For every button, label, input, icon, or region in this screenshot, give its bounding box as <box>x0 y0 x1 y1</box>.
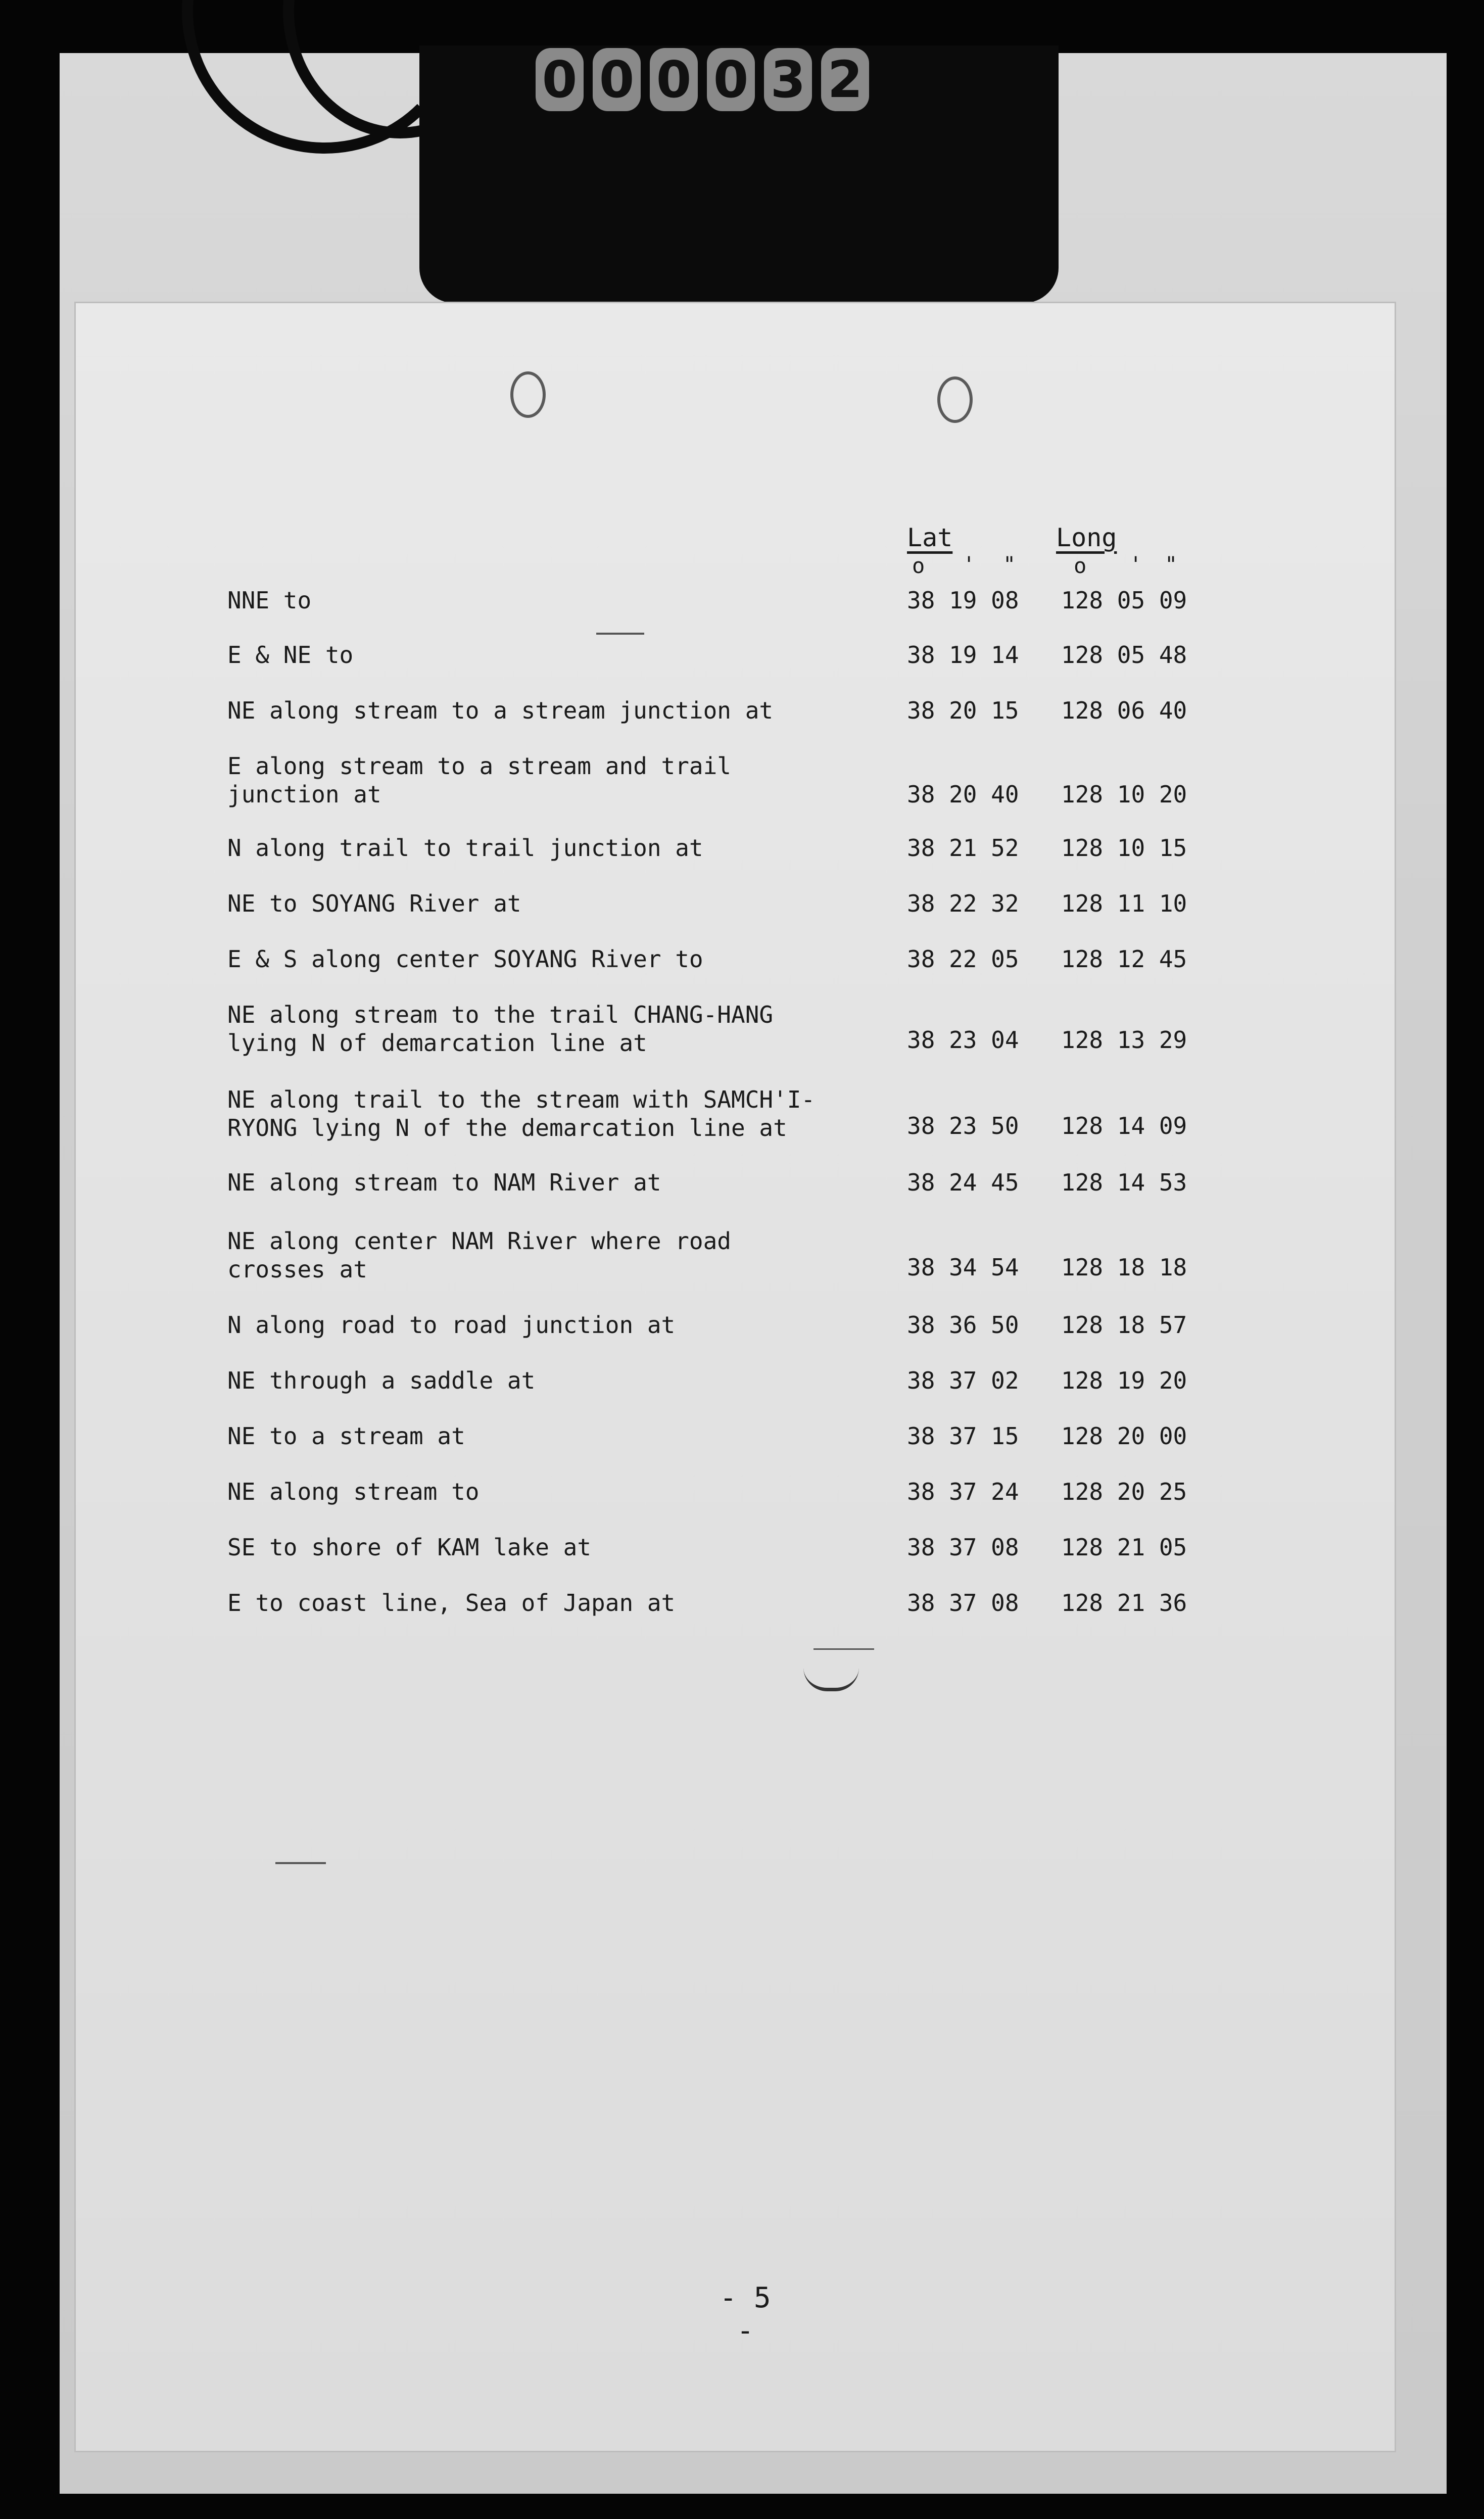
row-latitude: 38 23 04 <box>907 1026 1019 1054</box>
stray-mark <box>596 633 644 635</box>
counter-digit: 0 <box>707 48 755 111</box>
row-longitude: 128 21 36 <box>1061 1589 1187 1617</box>
row-longitude: 128 13 29 <box>1061 1026 1187 1054</box>
row-latitude: 38 20 15 <box>907 697 1019 724</box>
counter-digit: 0 <box>593 48 641 111</box>
row-longitude: 128 05 09 <box>1061 587 1187 614</box>
row-description: E along stream to a stream and trail junction at <box>227 752 731 808</box>
row-description: NE along stream to a stream junction at <box>227 697 774 724</box>
long-second-symbol: " <box>1165 552 1178 577</box>
row-longitude: 128 05 48 <box>1061 641 1187 669</box>
frame-counter-digits <box>536 48 889 124</box>
counter-digit: 3 <box>764 48 812 111</box>
row-latitude: 38 37 24 <box>907 1478 1019 1505</box>
row-latitude: 38 37 08 <box>907 1534 1019 1561</box>
row-latitude: 38 19 08 <box>907 587 1019 614</box>
row-latitude: 38 24 45 <box>907 1169 1019 1196</box>
row-description: NE to SOYANG River at <box>227 890 521 917</box>
row-description: N along road to road junction at <box>227 1311 676 1339</box>
row-longitude: 128 19 20 <box>1061 1367 1187 1394</box>
row-description: N along trail to trail junction at <box>227 834 703 862</box>
stray-mark <box>275 1862 326 1864</box>
row-description: NE along stream to NAM River at <box>227 1169 661 1196</box>
punch-hole <box>937 376 973 423</box>
row-latitude: 38 37 08 <box>907 1589 1019 1617</box>
row-longitude: 128 20 25 <box>1061 1478 1187 1505</box>
long-minute-symbol: ' <box>1129 552 1142 577</box>
lat-degree-symbol: o <box>912 553 925 578</box>
row-latitude: 38 23 50 <box>907 1112 1019 1139</box>
row-description: NE along stream to the trail CHANG-HANG lying N of demarcation line at <box>227 1001 774 1057</box>
row-latitude: 38 34 54 <box>907 1254 1019 1281</box>
longitude-header: Long <box>1056 523 1117 552</box>
row-longitude: 128 14 09 <box>1061 1112 1187 1139</box>
row-description: NE through a saddle at <box>227 1367 536 1394</box>
row-latitude: 38 20 40 <box>907 781 1019 808</box>
row-longitude: 128 18 57 <box>1061 1311 1187 1339</box>
row-description: E to coast line, Sea of Japan at <box>227 1589 676 1617</box>
row-description: E & S along center SOYANG River to <box>227 945 703 973</box>
counter-digit: 2 <box>821 48 869 111</box>
row-description: NE along center NAM River where road crosses at <box>227 1227 731 1283</box>
row-longitude: 128 14 53 <box>1061 1169 1187 1196</box>
row-latitude: 38 21 52 <box>907 834 1019 862</box>
row-latitude: 38 37 15 <box>907 1422 1019 1450</box>
row-longitude: 128 10 15 <box>1061 834 1187 862</box>
row-longitude: 128 20 00 <box>1061 1422 1187 1450</box>
row-description: SE to shore of KAM lake at <box>227 1534 592 1561</box>
row-latitude: 38 22 05 <box>907 945 1019 973</box>
row-description: NE along trail to the stream with SAMCH'I- RYONG lying N of the demarcation line at <box>227 1086 816 1142</box>
long-degree-symbol: o <box>1074 553 1087 578</box>
row-latitude: 38 22 32 <box>907 890 1019 917</box>
row-longitude: 128 21 05 <box>1061 1534 1187 1561</box>
counter-digit: 0 <box>650 48 698 111</box>
row-longitude: 128 06 40 <box>1061 697 1187 724</box>
counter-digit: 0 <box>536 48 584 111</box>
row-description: NE to a stream at <box>227 1422 465 1450</box>
lat-second-symbol: " <box>1003 552 1016 577</box>
row-longitude: 128 11 10 <box>1061 890 1187 917</box>
page-number: - 5 - <box>720 2282 771 2347</box>
lat-minute-symbol: ' <box>963 552 976 577</box>
row-longitude: 128 10 20 <box>1061 781 1187 808</box>
row-description: E & NE to <box>227 641 354 669</box>
row-latitude: 38 37 02 <box>907 1367 1019 1394</box>
row-longitude: 128 12 45 <box>1061 945 1187 973</box>
latitude-header: Lat <box>907 523 953 552</box>
row-description: NE along stream to <box>227 1478 480 1505</box>
row-longitude: 128 18 18 <box>1061 1254 1187 1281</box>
row-latitude: 38 36 50 <box>907 1311 1019 1339</box>
punch-hole <box>510 371 546 418</box>
row-latitude: 38 19 14 <box>907 641 1019 669</box>
stray-mark <box>813 1648 874 1650</box>
row-description: NNE to <box>227 587 312 614</box>
